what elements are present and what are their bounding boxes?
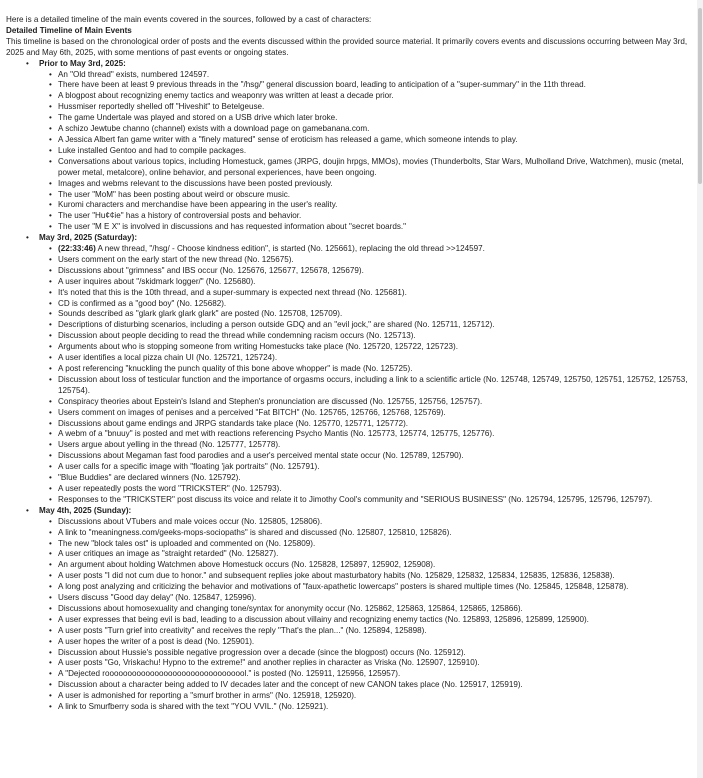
item-text: Conversations about various topics, including Homestuck, games (JRPG, doujin hrpgs, MMOs), movies (Thunderbolts, Star Wars, Mulholland Drive, Watchmen), music (metal, power metal, metalcore), online behavior, and personal experiences, have been ongoing. bbox=[58, 156, 684, 177]
item-text: Images and webms relevant to the discussions have been posted previously. bbox=[58, 178, 333, 188]
item-text: A user hopes the writer of a post is dead (No. 125901). bbox=[58, 636, 255, 646]
list-item bbox=[39, 440, 692, 451]
item-text: A user identifies a local pizza chain UI (No. 125721, 125724). bbox=[58, 353, 278, 363]
item-text: A Jessica Albert fan game writer with a "finely matured" sense of eroticism has released a game, which someone intends to play. bbox=[58, 134, 518, 144]
list-item bbox=[39, 255, 692, 266]
list-item bbox=[39, 549, 692, 560]
item-text: Conspiracy theories about Epstein's Island and Stephen's pronunciation are discussed (No. 125755, 125756, 125757). bbox=[58, 396, 483, 406]
list-item bbox=[39, 462, 692, 473]
item-text: Users argue about yelling in the thread (No. 125777, 125778). bbox=[58, 440, 281, 450]
list-item bbox=[39, 299, 692, 310]
item-text: Discussions about game endings and JRPG standards take place (No. 125770, 125771, 125772). bbox=[58, 418, 409, 428]
item-text: A schizo Jewtube channo (channel) exists with a download page on gamebanana.com. bbox=[58, 124, 370, 134]
list-item bbox=[39, 353, 692, 364]
list-item bbox=[39, 539, 692, 550]
list-item bbox=[39, 658, 692, 669]
list-item bbox=[39, 211, 692, 222]
scrollbar[interactable] bbox=[697, 0, 703, 778]
item-text: Arguments about who is stopping someone from writing Homestucks take place (No. 125720, 125722, 125723). bbox=[58, 342, 458, 352]
item-text: Responses to the "TRICKSTER" post discuss its voice and relate it to Jimothy Cool's community and "SERIOUS BUSINESS" (No. 125794, 125795, 125796, 125797). bbox=[58, 494, 653, 504]
item-text: Users comment on the early start of the new thread (No. 125675). bbox=[58, 254, 294, 264]
list-item bbox=[39, 135, 692, 146]
timeline-sections bbox=[6, 59, 692, 713]
item-text: Sounds described as "glark glark glark glark" are posted (No. 125708, 125709). bbox=[58, 309, 343, 319]
section-title: May 4th, 2025 (Sunday): bbox=[39, 505, 132, 515]
timeline-section bbox=[6, 59, 692, 234]
item-text: A blogpost about recognizing enemy tactics and weaponry was written at least a decade prior. bbox=[58, 91, 394, 101]
list-item bbox=[39, 375, 692, 397]
item-text: A new thread, "/hsg/ - Choose kindness edition", is started (No. 125661), replacing the old thread >>124597. bbox=[95, 244, 485, 254]
list-item bbox=[39, 200, 692, 211]
intro-text: Here is a detailed timeline of the main events covered in the sources, followed by a cast of characters: bbox=[6, 15, 372, 24]
item-text: It's noted that this is the 10th thread, and a super-summary is expected next thread (No. 125681). bbox=[58, 287, 407, 297]
list-item bbox=[39, 91, 692, 102]
item-text: Users comment on images of penises and a perceived "Fat BITCH" (No. 125765, 125766, 125768, 125769). bbox=[58, 407, 446, 417]
list-item bbox=[39, 113, 692, 124]
item-text: Descriptions of disturbing scenarios, including a person outside GDQ and an "evil jock," are shared (No. 125711, 125712). bbox=[58, 320, 495, 330]
item-timestamp: (22:33:46) bbox=[58, 244, 96, 254]
item-text: Discussion about people deciding to read the thread while condemning racism occurs (No. 125713). bbox=[58, 331, 416, 341]
item-text: A long post analyzing and criticizing the behavior and motivations of "faux-apathetic lowercaps" posters is shared multiple times (No. 125845, 125848, 125878). bbox=[58, 582, 629, 592]
section-item-list bbox=[39, 244, 692, 506]
list-item bbox=[39, 451, 692, 462]
list-item bbox=[39, 604, 692, 615]
item-text: Discussions about homosexuality and changing tone/syntax for anonymity occur (No. 125862, 125863, 125864, 125865, 125866). bbox=[58, 603, 523, 613]
list-item bbox=[39, 691, 692, 702]
timeline-summary: This timeline is based on the chronological order of posts and the events discussed within the provided source material. It primarily covers events and discussions occurring between May 3rd, 2025 and May 6th, 2025, with some mentions of past events or ongoing states. bbox=[6, 36, 688, 57]
list-item bbox=[39, 429, 692, 440]
item-text: A user critiques an image as "straight retarded" (No. 125827). bbox=[58, 549, 279, 559]
list-item bbox=[39, 222, 692, 233]
section-title: May 3rd, 2025 (Saturday): bbox=[39, 233, 138, 243]
list-item bbox=[39, 408, 692, 419]
list-item bbox=[39, 266, 692, 277]
list-item bbox=[39, 288, 692, 299]
list-item bbox=[39, 517, 692, 528]
list-item bbox=[39, 473, 692, 484]
timeline-document bbox=[6, 15, 692, 713]
list-item bbox=[39, 124, 692, 135]
list-item bbox=[39, 648, 692, 659]
item-text: A "Dejected roooooooooooooooooooooooooooooool." is posted (No. 125911, 125956, 125957). bbox=[58, 669, 401, 679]
list-item bbox=[39, 571, 692, 582]
list-item bbox=[39, 419, 692, 430]
list-item bbox=[39, 615, 692, 626]
item-text: Discussion about loss of testicular function and the importance of orgasms occurs, including a link to a scientific article (No. 125748, 125749, 125750, 125751, 125752, 125753, 125754). bbox=[58, 374, 688, 395]
item-text: Discussions about VTubers and male voices occur (No. 125805, 125806). bbox=[58, 516, 323, 526]
list-item bbox=[39, 102, 692, 113]
item-text: An argument about holding Watchmen above Homestuck occurs (No. 125828, 125897, 125902, 125908). bbox=[58, 560, 436, 570]
list-item bbox=[39, 309, 692, 320]
list-item bbox=[39, 495, 692, 506]
list-item bbox=[39, 582, 692, 593]
item-text: A user expresses that being evil is bad, leading to a discussion about villainy and recognizing enemy tactics (No. 125893, 125896, 125899, 125900). bbox=[58, 614, 589, 624]
list-item bbox=[39, 669, 692, 680]
item-text: A user posts "Turn grief into creativity" and receives the reply "That's the plan..." (No. 125894, 125898). bbox=[58, 625, 427, 635]
item-text: The user "MoM" has been posting about weird or obscure music. bbox=[58, 189, 291, 199]
list-item bbox=[39, 528, 692, 539]
timeline-section bbox=[6, 233, 692, 506]
item-text: Discussion about Hussie's possible negative progression over a decade (since the blogpost) occurs (No. 125912). bbox=[58, 647, 466, 657]
section-item-list bbox=[39, 70, 692, 234]
list-item bbox=[39, 560, 692, 571]
item-text: "Blue Buddies" are declared winners (No. 125792). bbox=[58, 473, 241, 483]
list-item bbox=[39, 680, 692, 691]
item-text: The new "block tales ost" is uploaded and commented on (No. 125809). bbox=[58, 538, 316, 548]
list-item bbox=[39, 190, 692, 201]
item-text: A user inquires about "/skidmark logger/" (No. 125680). bbox=[58, 276, 256, 286]
list-item bbox=[39, 342, 692, 353]
item-text: There have been at least 9 previous threads in the "/hsg/" general discussion board, leading to anticipation of a "super-summary" in the 11th thread. bbox=[58, 80, 586, 90]
list-item bbox=[39, 244, 692, 255]
list-item bbox=[39, 702, 692, 713]
item-text: A user posts "Go, Vriskachu! Hypno to the extreme!" and another replies in character as Vriska (No. 125907, 125910). bbox=[58, 658, 480, 668]
list-item bbox=[39, 397, 692, 408]
item-text: A link to "meaningness.com/geeks-mops-sociopaths" is shared and discussed (No. 125807, 125810, 125826). bbox=[58, 527, 452, 537]
list-item bbox=[39, 277, 692, 288]
scrollbar-thumb[interactable] bbox=[698, 8, 702, 184]
list-item bbox=[39, 364, 692, 375]
item-text: A link to Smurfberry soda is shared with the text "YOU VVIL." (No. 125921). bbox=[58, 702, 329, 712]
list-item bbox=[39, 80, 692, 91]
item-text: CD is confirmed as a "good boy" (No. 125682). bbox=[58, 298, 227, 308]
item-text: Discussions about "grimness" and IBS occur (No. 125676, 125677, 125678, 125679). bbox=[58, 265, 364, 275]
item-text: A user calls for a specific image with "floating 'jak portraits" (No. 125791). bbox=[58, 462, 320, 472]
timeline-section bbox=[6, 506, 692, 713]
item-text: Discussion about a character being added to IV decades later and the concept of new CANON takes place (No. 125917, 125919). bbox=[58, 680, 523, 690]
list-item bbox=[39, 593, 692, 604]
item-text: The game Undertale was played and stored on a USB drive which later broke. bbox=[58, 113, 338, 123]
list-item bbox=[39, 626, 692, 637]
section-item-list bbox=[39, 517, 692, 713]
list-item bbox=[39, 70, 692, 81]
timeline-heading: Detailed Timeline of Main Events bbox=[6, 25, 132, 35]
item-text: A user is admonished for reporting a "smurf brother in arms" (No. 125918, 125920). bbox=[58, 691, 357, 701]
item-text: A webm of a "bnuuy" is posted and met with reactions referencing Psycho Mantis (No. 125773, 125774, 125775, 125776). bbox=[58, 429, 495, 439]
item-text: Discussions about Megaman fast food parodies and a user's perceived mental state occur (No. 125789, 125790). bbox=[58, 451, 464, 461]
item-text: Luke installed Gentoo and had to compile packages. bbox=[58, 145, 247, 155]
list-item bbox=[39, 146, 692, 157]
item-text: A user posts "I did not cum due to honor." and subsequent replies joke about masturbatory habits (No. 125829, 125832, 125834, 125835, 125836, 125838). bbox=[58, 571, 615, 581]
item-text: Users discuss "Good day delay" (No. 125847, 125996). bbox=[58, 593, 257, 603]
list-item bbox=[39, 157, 692, 179]
list-item bbox=[39, 331, 692, 342]
item-text: The user "M E X" is involved in discussions and has requested information about "secret boards." bbox=[58, 222, 407, 232]
list-item bbox=[39, 320, 692, 331]
item-text: Kuromi characters and merchandise have been appearing in the user's reality. bbox=[58, 200, 338, 210]
item-text: The user "Hu¢¢ie" has a history of controversial posts and behavior. bbox=[58, 211, 302, 221]
section-title: Prior to May 3rd, 2025: bbox=[39, 58, 126, 68]
item-text: A user repeatedly posts the word "TRICKSTER" (No. 125793). bbox=[58, 483, 282, 493]
item-text: Hussmiser reportedly shelled off "Hiveshit" to Betelgeuse. bbox=[58, 102, 265, 112]
list-item bbox=[39, 179, 692, 190]
item-text: A post referencing "knuckling the punch quality of this bone above whopper" is made (No. 125725). bbox=[58, 364, 413, 373]
list-item bbox=[39, 637, 692, 648]
list-item bbox=[39, 484, 692, 495]
item-text: An "Old thread" exists, numbered 124597. bbox=[58, 69, 210, 79]
